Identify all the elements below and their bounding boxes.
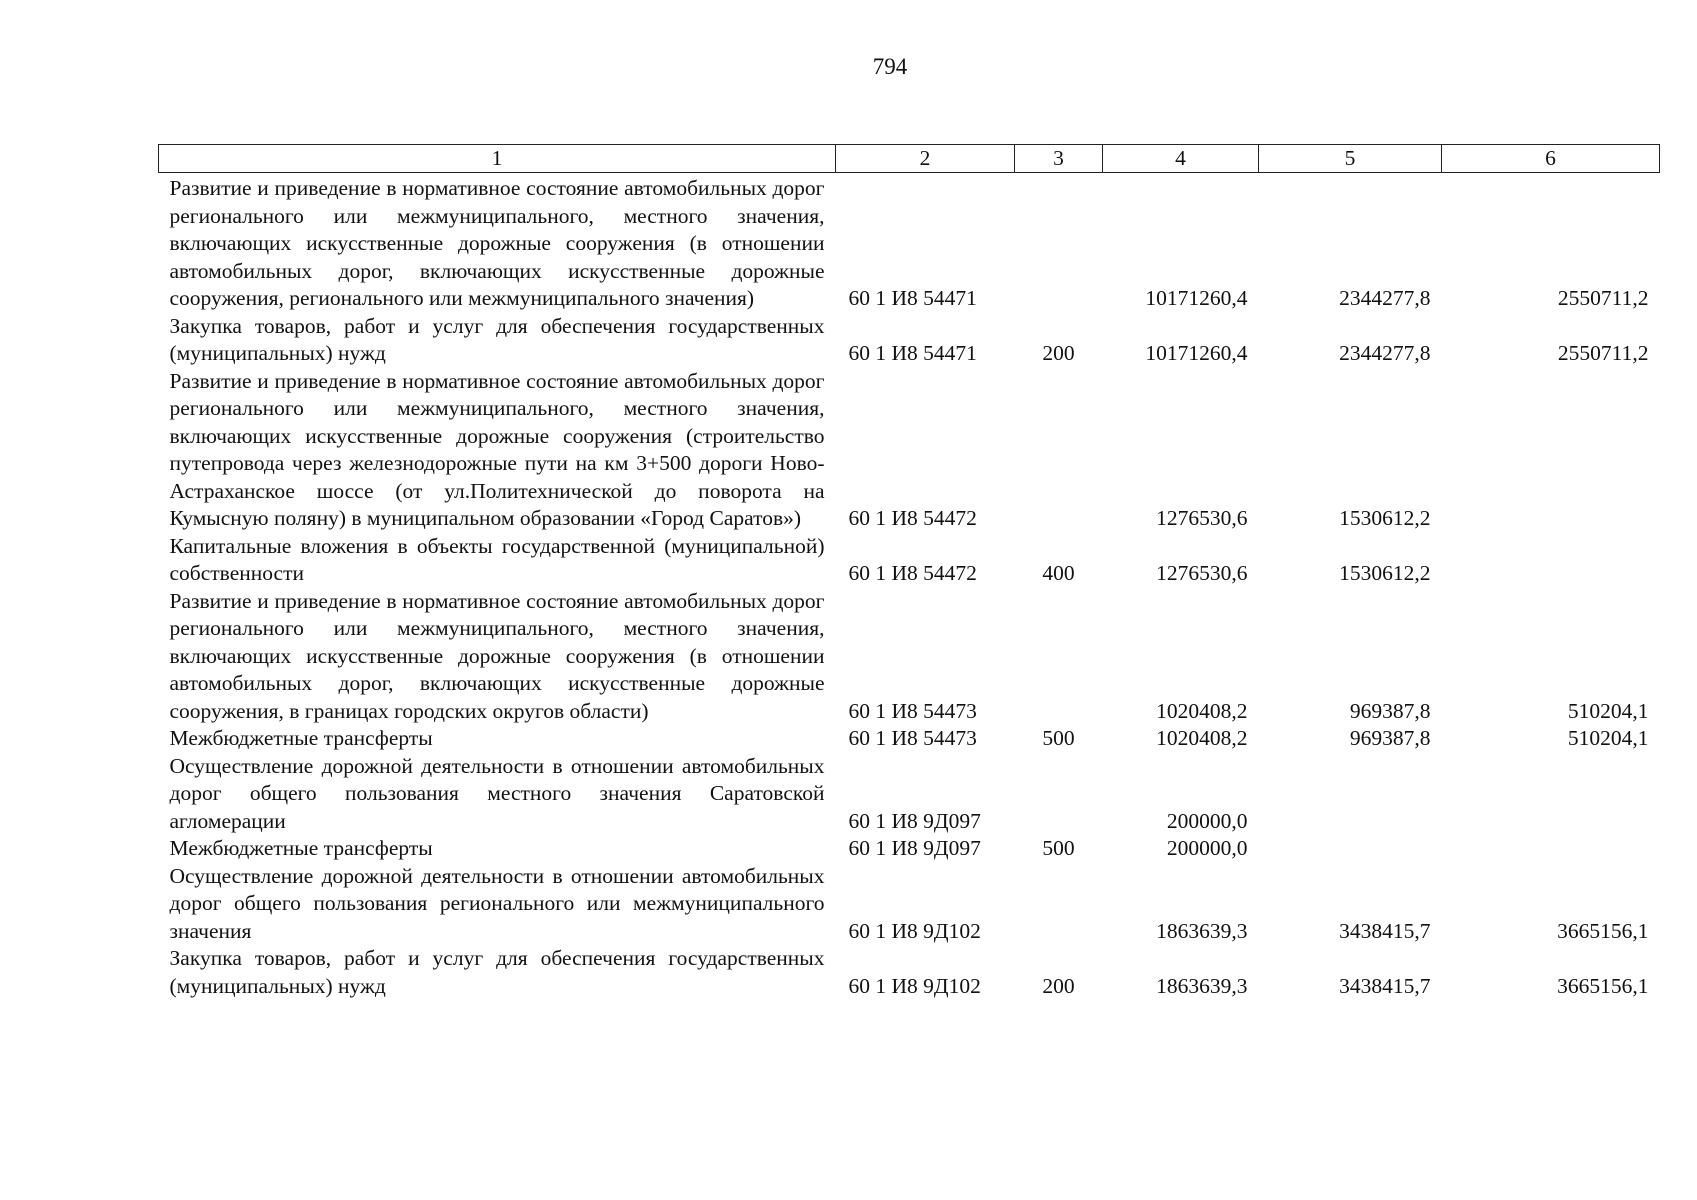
amount-col-6: 510204,1 [1567, 698, 1649, 723]
row-description: Осуществление дорожной деятельности в отношении автомобильных дорог общего пользования местного значения Саратовской агломерации [169, 753, 825, 833]
column-header: 3 [1015, 145, 1103, 173]
target-article-code: 60 1 И8 9Д097 [848, 836, 981, 860]
row-description: Развитие и приведение в нормативное состояние автомобильных дорог регионального или межмуниципального, местного значения, включающих искусственные дорожные сооружения (строительство путепровода через железнодорожные пути на км 3+500 дороги Ново-Астраханское шоссе (от ул.Политехнической до поворота на Кумысную поляну) в муниципальном образовании «Город Саратов») [169, 368, 825, 530]
amount-col-4: 10171260,4 [1145, 341, 1248, 365]
row-description: Закупка товаров, работ и услуг для обеспечения государственных (муниципальных) нужд [169, 946, 825, 998]
amount-col-5: 3438415,7 [1339, 973, 1431, 998]
target-article-code: 60 1 И8 9Д102 [848, 918, 981, 943]
amount-col-4: 1020408,2 [1156, 726, 1248, 750]
amount-col-5: 2344277,8 [1339, 286, 1431, 310]
target-article-code: 60 1 И8 9Д102 [848, 973, 981, 998]
amount-col-6: 3665156,1 [1557, 918, 1649, 943]
amount-col-6 [1442, 368, 1660, 533]
expense-type [1015, 753, 1103, 836]
target-article-code: 60 1 И8 54471 [848, 286, 977, 310]
amount-col-5: 969387,8 [1349, 698, 1431, 723]
target-article-code: 60 1 И8 9Д097 [848, 808, 981, 833]
budget-table [158, 144, 1660, 1000]
expense-type: 500 [1042, 726, 1075, 750]
amount-col-6: 2550711,2 [1557, 341, 1649, 365]
amount-col-4: 1863639,3 [1156, 973, 1248, 998]
amount-col-4: 1276530,6 [1156, 506, 1248, 530]
amount-col-5: 969387,8 [1349, 726, 1431, 750]
row-description: Межбюджетные трансферты [169, 836, 433, 860]
amount-col-5 [1259, 753, 1442, 836]
amount-col-4: 1276530,6 [1156, 561, 1248, 585]
column-header: 2 [836, 145, 1015, 173]
row-description: Осуществление дорожной деятельности в отношении автомобильных дорог общего пользования регионального или межмуниципального значения [169, 863, 825, 943]
amount-col-6 [1442, 753, 1660, 836]
row-description: Закупка товаров, работ и услуг для обеспечения государственных (муниципальных) нужд [169, 313, 825, 365]
amount-col-5 [1259, 835, 1442, 863]
expense-type [1015, 173, 1103, 313]
amount-col-5: 1530612,2 [1339, 561, 1431, 585]
column-header: 6 [1442, 145, 1660, 173]
target-article-code: 60 1 И8 54471 [848, 341, 977, 365]
expense-type: 200 [1042, 341, 1075, 365]
table-row [159, 753, 1660, 836]
row-description: Развитие и приведение в нормативное состояние автомобильных дорог регионального или межмуниципального, местного значения, включающих искусственные дорожные сооружения (в отношении автомобильных дорог, включающих искусственные дорожные сооружения, регионального или межмуниципального значения) [169, 176, 825, 310]
amount-col-6: 2550711,2 [1557, 286, 1649, 310]
target-article-code: 60 1 И8 54473 [848, 726, 977, 750]
amount-col-6: 510204,1 [1567, 726, 1649, 750]
row-description: Капитальные вложения в объекты государственной (муниципальной) собственности [169, 533, 825, 585]
amount-col-4: 1020408,2 [1156, 698, 1248, 723]
table-header [159, 145, 1660, 173]
expense-type [1015, 368, 1103, 533]
target-article-code: 60 1 И8 54473 [848, 698, 977, 723]
table-row [159, 863, 1660, 946]
table-row [159, 588, 1660, 726]
table-row [159, 945, 1660, 1000]
row-description: Межбюджетные трансферты [169, 726, 433, 750]
amount-col-4: 1863639,3 [1156, 918, 1248, 943]
amount-col-6: 3665156,1 [1557, 973, 1649, 998]
table-row [159, 835, 1660, 863]
amount-col-4: 200000,0 [1166, 836, 1248, 860]
amount-col-5: 2344277,8 [1339, 341, 1431, 365]
target-article-code: 60 1 И8 54472 [848, 561, 977, 585]
amount-col-5: 3438415,7 [1339, 918, 1431, 943]
expense-type: 400 [1042, 561, 1075, 585]
amount-col-4: 10171260,4 [1145, 286, 1248, 310]
table-body [159, 173, 1660, 1001]
table-row [159, 313, 1660, 368]
budget-table-container [158, 144, 1659, 1000]
row-description: Развитие и приведение в нормативное состояние автомобильных дорог регионального или межмуниципального, местного значения, включающих искусственные дорожные сооружения (в отношении автомобильных дорог, включающих искусственные дорожные сооружения, в границах городских округов области) [169, 588, 825, 723]
amount-col-5: 1530612,2 [1339, 506, 1431, 530]
table-row [159, 368, 1660, 533]
column-header: 5 [1259, 145, 1442, 173]
target-article-code: 60 1 И8 54472 [848, 506, 977, 530]
header-row [159, 145, 1660, 173]
expense-type [1015, 588, 1103, 726]
table-row [159, 533, 1660, 588]
table-row [159, 173, 1660, 313]
expense-type: 500 [1042, 836, 1075, 860]
expense-type [1015, 863, 1103, 946]
column-header: 4 [1103, 145, 1259, 173]
amount-col-6 [1442, 533, 1660, 588]
column-header: 1 [159, 145, 836, 173]
amount-col-4: 200000,0 [1166, 808, 1248, 833]
page-number: 794 [872, 54, 908, 79]
amount-col-6 [1442, 835, 1660, 863]
table-row [159, 725, 1660, 753]
expense-type: 200 [1042, 973, 1075, 998]
